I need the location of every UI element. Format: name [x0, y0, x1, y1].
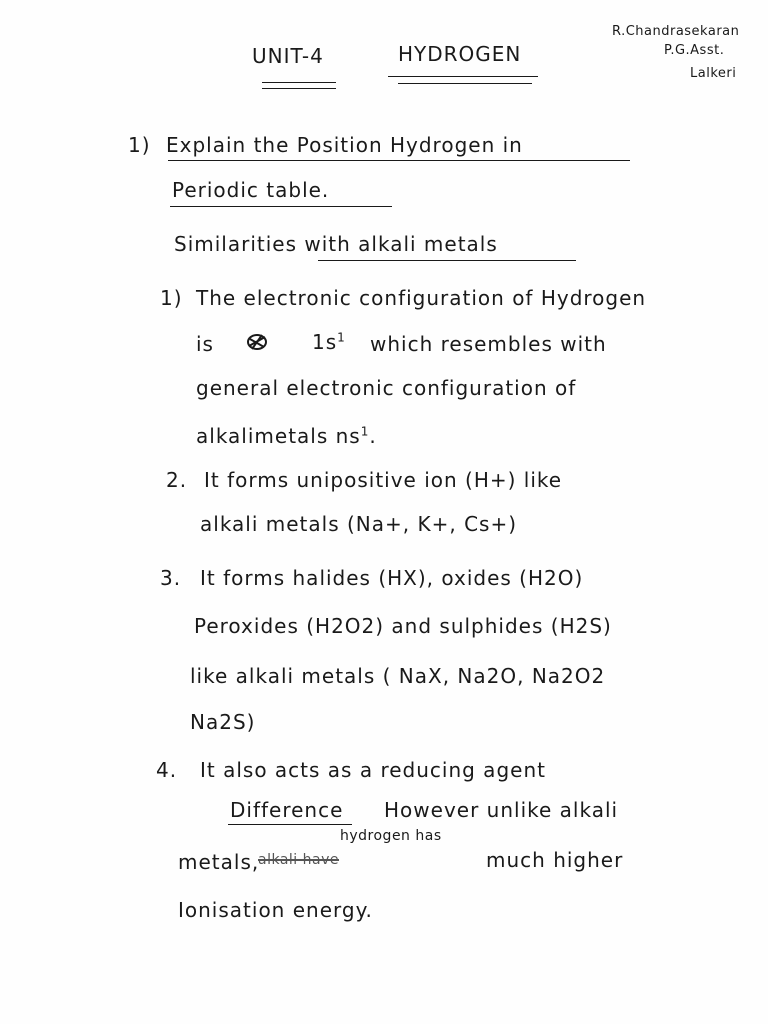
point3-line3: like alkali metals ( NaX, Na2O, Na2O2: [190, 664, 606, 688]
scribble-mark: [246, 333, 268, 351]
unit-underline-2: [262, 88, 336, 89]
point1-line1: The electronic configuration of Hydrogen: [196, 286, 647, 310]
point3-line1: It forms halides (HX), oxides (H2O): [200, 566, 584, 590]
topic-underline-2: [398, 83, 532, 84]
difference-line3: Ionisation energy.: [178, 898, 373, 922]
question-title-line1: Explain the Position Hydrogen in: [166, 133, 523, 157]
point1-line4: [196, 424, 377, 448]
topic-title: HYDROGEN: [398, 42, 522, 66]
difference-line2-a: metals,: [178, 850, 260, 874]
question-number: 1): [128, 133, 151, 157]
point2-number: 2.: [166, 468, 188, 492]
point4-number: 4.: [156, 758, 178, 782]
difference-heading: Difference: [230, 798, 344, 822]
point4-line1: It also acts as a reducing agent: [200, 758, 546, 782]
unit-label: UNIT-4: [252, 44, 324, 68]
point1-line4-sup: 1: [360, 424, 370, 439]
similarities-underline: [318, 260, 576, 261]
point3-line4: Na2S): [190, 710, 256, 734]
point1-config-base: 1s: [312, 330, 338, 354]
difference-struck-text: alkali have: [258, 852, 339, 868]
difference-line2-b: much higher: [486, 848, 624, 872]
author-place: Lalkeri: [690, 66, 737, 81]
question-underline-2: [170, 206, 392, 207]
author-name: R.Chandrasekaran: [612, 24, 740, 39]
topic-underline: [388, 76, 538, 77]
point1-line2-config: [312, 330, 346, 354]
point2-line2: alkali metals (Na+, K+, Cs+): [200, 512, 518, 536]
difference-line1: However unlike alkali: [384, 798, 619, 822]
question-title-line2: Periodic table.: [172, 178, 330, 202]
author-title: P.G.Asst.: [664, 43, 725, 58]
difference-insert: hydrogen has: [340, 828, 442, 844]
point1-line2-c: which resembles with: [370, 332, 607, 356]
point3-line2: Peroxides (H2O2) and sulphides (H2S): [194, 614, 612, 638]
point1-number: 1): [160, 286, 183, 310]
point2-line1: It forms unipositive ion (H+) like: [204, 468, 563, 492]
question-underline-1: [168, 160, 630, 161]
point3-number: 3.: [160, 566, 182, 590]
unit-underline: [262, 82, 336, 83]
difference-underline: [228, 824, 352, 825]
similarities-heading: Similarities with alkali metals: [174, 232, 498, 256]
point1-line4-text: alkalimetals ns: [196, 424, 361, 448]
point1-line2-a: is: [196, 332, 214, 356]
point1-line4-end: .: [369, 424, 377, 448]
point1-config-sup: 1: [337, 330, 346, 345]
point1-line3: general electronic configuration of: [196, 376, 577, 400]
